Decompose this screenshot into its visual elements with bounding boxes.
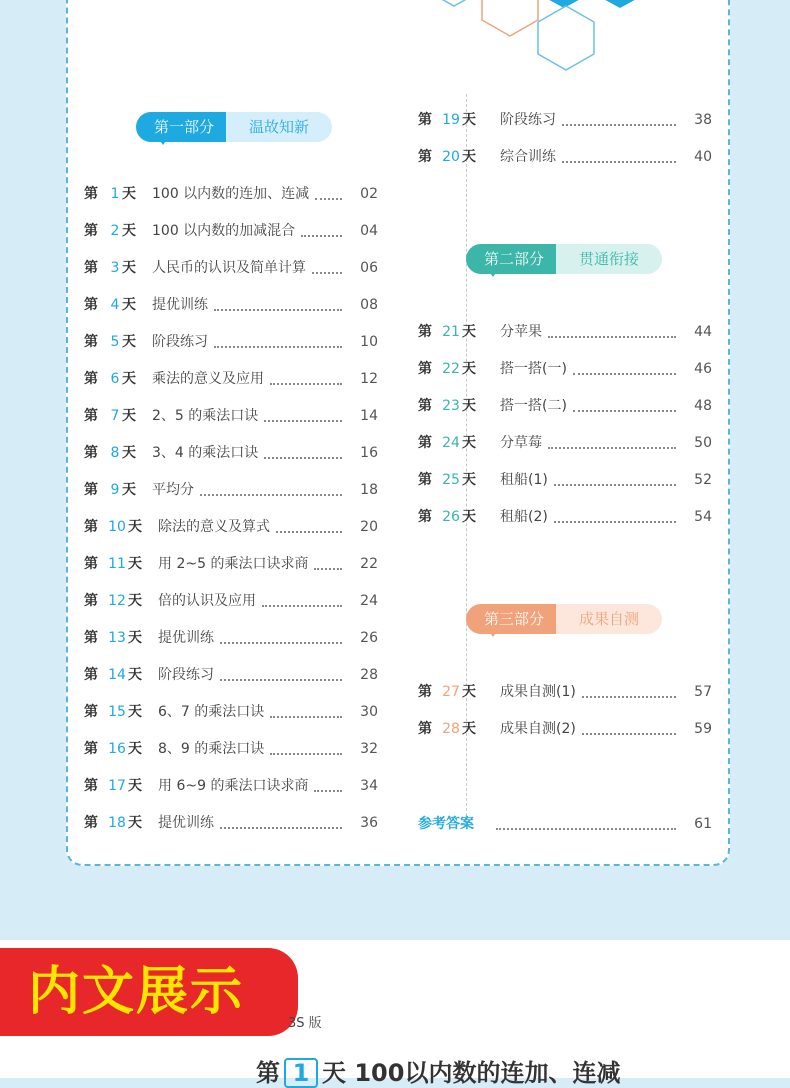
toc-entry[interactable] [418,108,712,132]
section-header-part2 [466,244,666,274]
day-number: 12 [108,593,126,609]
content-preview-banner [0,948,298,1036]
toc-entry[interactable] [84,330,378,354]
entry-title: 倍的认识及应用 [158,593,256,609]
day-suffix: 天 [462,112,476,128]
toc-entry[interactable] [84,441,378,465]
section-header-part1 [136,112,336,142]
day-suffix: 天 [462,472,476,488]
toc-entry[interactable] [418,431,712,455]
day-prefix: 第 [84,297,98,313]
day-suffix: 天 [122,408,136,424]
entry-title: 分草莓 [500,435,542,451]
day-prefix: 第 [84,445,98,461]
day-number: 11 [108,556,126,572]
day-prefix: 第 [418,435,432,451]
day-number: 10 [108,519,126,535]
entry-page: 24 [360,593,378,609]
day-number: 5 [110,334,120,350]
toc-entry[interactable] [84,219,378,243]
banner-text: 内文展示 [28,962,245,1022]
day-suffix: 天 [128,593,142,609]
leader-dots [315,198,342,200]
entry-title: 2、5 的乘法口诀 [152,408,259,424]
day-prefix: 第 [84,667,98,683]
section-label: 第二部分 [466,244,562,274]
day-prefix: 第 [418,324,432,340]
leader-dots [582,696,676,698]
entry-page: 04 [360,223,378,239]
toc-entry[interactable] [84,589,378,613]
day-prefix: 第 [418,721,432,737]
day-prefix: 第 [84,630,98,646]
day-prefix: 第 [84,408,98,424]
day-prefix: 第 [84,371,98,387]
leader-dots [270,383,342,385]
entry-page: 34 [360,778,378,794]
entry-page: 28 [360,667,378,683]
pill-tail-icon [488,270,498,277]
day-prefix: 第 [84,556,98,572]
entry-page: 32 [360,741,378,757]
day-suffix: 天 [122,482,136,498]
day-number: 17 [108,778,126,794]
day-suffix: 天 [128,815,142,831]
day-suffix: 天 [122,223,136,239]
day-suffix: 天 [122,297,136,313]
toc-entry[interactable] [84,700,378,724]
entry-title: 成果自测(1) [500,684,576,700]
day-prefix: 第 [418,509,432,525]
day-number: 8 [110,445,120,461]
entry-page: 02 [360,186,378,202]
day-prefix: 第 [84,482,98,498]
toc-entry[interactable] [84,811,378,835]
day-number: 7 [110,408,120,424]
leader-dots [562,124,676,126]
entry-title: 阶段练习 [500,112,556,128]
entry-page: 38 [694,112,712,128]
day-number: 18 [108,815,126,831]
day-prefix: 第 [418,112,432,128]
day-suffix: 天 [462,435,476,451]
day-number: 2 [110,223,120,239]
leader-dots [562,161,676,163]
edition-label: 3S 版 [288,1016,322,1031]
entry-title: 用 6~9 的乘法口诀求商 [158,778,309,794]
day-suffix: 天 [462,361,476,377]
day-number: 16 [108,741,126,757]
section-label: 第三部分 [466,604,562,634]
day-number: 4 [110,297,120,313]
day-suffix: 天 [128,667,142,683]
column-divider [466,94,467,816]
day-suffix: 天 [122,445,136,461]
leader-dots [214,346,342,348]
day-suffix: 天 [462,149,476,165]
day-prefix: 第 [84,741,98,757]
day-suffix: 天 [128,519,142,535]
day-number: 28 [442,721,460,737]
leader-dots [314,568,342,570]
leader-dots [270,716,342,718]
day-suffix: 天 [122,260,136,276]
day-prefix: 第 [84,260,98,276]
day-suffix: 天 [122,186,136,202]
entry-page: 46 [694,361,712,377]
toc-entry[interactable] [418,357,712,381]
toc-entry[interactable] [418,145,712,169]
entry-page: 57 [694,684,712,700]
entry-page: 36 [360,815,378,831]
leader-dots [270,753,342,755]
leader-dots [573,410,676,412]
day-prefix: 第 [418,684,432,700]
leader-dots [554,521,676,523]
day-number: 9 [110,482,120,498]
day-suffix: 天 [462,721,476,737]
section-sub: 贯通衔接 [556,244,662,274]
pill-tail-icon [158,138,168,145]
day-number: 24 [442,435,460,451]
entry-page: 06 [360,260,378,276]
day-number: 21 [442,324,460,340]
entry-page: 22 [360,556,378,572]
leader-dots [554,484,676,486]
entry-title: 8、9 的乘法口诀 [158,741,265,757]
day-prefix: 第 [418,361,432,377]
day-number: 13 [108,630,126,646]
toc-entry[interactable] [84,256,378,280]
peek-day-number: 1 [284,1058,318,1088]
section-sub: 温故知新 [226,112,332,142]
toc-entry[interactable] [84,774,378,798]
leader-dots [312,272,342,274]
toc-entry[interactable] [84,182,378,206]
entry-page: 40 [694,149,712,165]
day-number: 15 [108,704,126,720]
entry-title: 提优训练 [158,630,214,646]
day-prefix: 第 [84,186,98,202]
day-prefix: 第 [418,472,432,488]
day-number: 14 [108,667,126,683]
entry-title: 租船(2) [500,509,548,525]
leader-dots [220,642,342,644]
toc-entry[interactable] [84,478,378,502]
day-prefix: 第 [84,815,98,831]
entry-title: 搭一搭(一) [500,361,567,377]
day-number: 22 [442,361,460,377]
leader-dots [314,790,342,792]
entry-title: 租船(1) [500,472,548,488]
day-number: 26 [442,509,460,525]
entry-title: 平均分 [152,482,194,498]
day-suffix: 天 [128,741,142,757]
day-suffix: 天 [128,704,142,720]
leader-dots [548,447,676,449]
entry-title: 6、7 的乘法口诀 [158,704,265,720]
leader-dots [496,828,676,830]
entry-title: 阶段练习 [158,667,214,683]
day-prefix: 第 [84,704,98,720]
peek-prefix: 第 [256,1059,280,1087]
entry-title: 提优训练 [152,297,208,313]
toc-entry[interactable] [84,626,378,650]
day-prefix: 第 [84,519,98,535]
toc-entry[interactable] [84,367,378,391]
leader-dots [548,336,676,338]
toc-entry[interactable] [84,515,378,539]
day-suffix: 天 [462,509,476,525]
day-prefix: 第 [84,593,98,609]
toc-entry[interactable] [418,320,712,344]
toc-entry[interactable] [84,663,378,687]
entry-page: 18 [360,482,378,498]
leader-dots [214,309,342,311]
preview-heading [256,1058,620,1088]
entry-title: 用 2~5 的乘法口诀求商 [158,556,309,572]
day-suffix: 天 [128,556,142,572]
entry-title: 提优训练 [158,815,214,831]
entry-title: 综合训练 [500,149,556,165]
entry-page: 59 [694,721,712,737]
day-suffix: 天 [122,371,136,387]
leader-dots [573,373,676,375]
entry-page: 48 [694,398,712,414]
leader-dots [276,531,342,533]
entry-title: 分苹果 [500,324,542,340]
section-header-part3 [466,604,666,634]
leader-dots [200,494,342,496]
entry-page: 54 [694,509,712,525]
entry-page: 08 [360,297,378,313]
section-label: 第一部分 [136,112,232,142]
answers-page: 61 [694,816,712,832]
day-prefix: 第 [84,778,98,794]
leader-dots [262,605,342,607]
entry-title: 搭一搭(二) [500,398,567,414]
entry-page: 14 [360,408,378,424]
day-number: 1 [110,186,120,202]
day-number: 19 [442,112,460,128]
toc-entry[interactable] [84,404,378,428]
entry-page: 50 [694,435,712,451]
peek-title: 100以内数的连加、连减 [354,1059,621,1087]
answers-entry[interactable] [418,812,712,836]
entry-title: 人民币的认识及简单计算 [152,260,306,276]
entry-title: 3、4 的乘法口诀 [152,445,259,461]
entry-page: 26 [360,630,378,646]
toc-entry[interactable] [418,680,712,704]
day-prefix: 第 [418,149,432,165]
entry-page: 10 [360,334,378,350]
entry-title: 乘法的意义及应用 [152,371,264,387]
entry-page: 12 [360,371,378,387]
day-number: 20 [442,149,460,165]
hexagon-decoration [68,0,728,82]
entry-title: 100 以内数的连加、连减 [152,186,310,202]
day-number: 3 [110,260,120,276]
day-suffix: 天 [462,684,476,700]
entry-title: 除法的意义及算式 [158,519,270,535]
answers-label: 参考答案 [418,816,474,832]
day-number: 6 [110,371,120,387]
entry-page: 52 [694,472,712,488]
entry-title: 成果自测(2) [500,721,576,737]
entry-page: 20 [360,519,378,535]
section-sub: 成果自测 [556,604,662,634]
pill-tail-icon [488,630,498,637]
day-number: 23 [442,398,460,414]
day-suffix: 天 [128,630,142,646]
day-suffix: 天 [122,334,136,350]
peek-suffix: 天 [322,1059,346,1087]
leader-dots [220,827,342,829]
day-prefix: 第 [418,398,432,414]
entry-page: 30 [360,704,378,720]
entry-title: 100 以内数的加减混合 [152,223,296,239]
day-suffix: 天 [462,324,476,340]
leader-dots [582,733,676,735]
entry-title: 阶段练习 [152,334,208,350]
day-prefix: 第 [84,223,98,239]
day-prefix: 第 [84,334,98,350]
toc-entry[interactable] [84,737,378,761]
day-number: 27 [442,684,460,700]
leader-dots [301,235,342,237]
toc-entry[interactable] [418,717,712,741]
day-suffix: 天 [462,398,476,414]
toc-entry[interactable] [418,468,712,492]
leader-dots [220,679,342,681]
day-suffix: 天 [128,778,142,794]
toc-entry[interactable] [84,293,378,317]
day-number: 25 [442,472,460,488]
leader-dots [264,420,342,422]
leader-dots [264,457,342,459]
entry-page: 44 [694,324,712,340]
toc-entry[interactable] [418,505,712,529]
toc-entry[interactable] [418,394,712,418]
toc-entry[interactable] [84,552,378,576]
entry-page: 16 [360,445,378,461]
